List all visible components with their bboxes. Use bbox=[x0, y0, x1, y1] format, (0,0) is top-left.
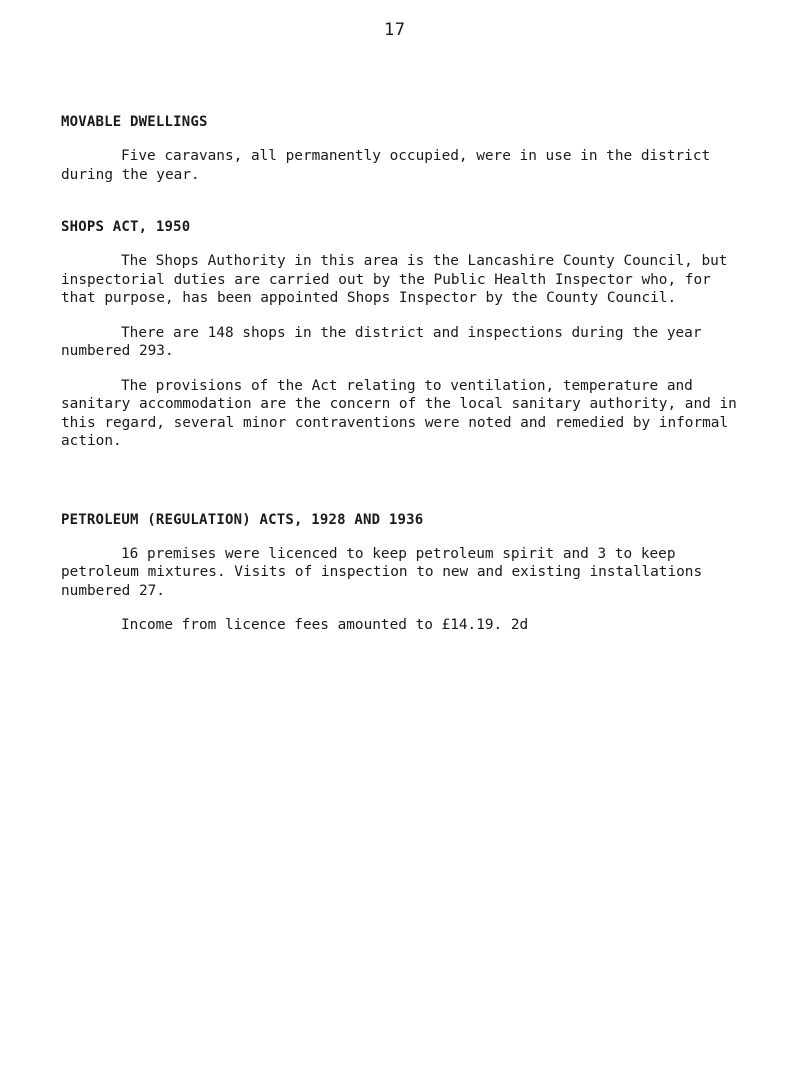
paragraph-licence-income: Income from licence fees amounted to £14.19. 2d bbox=[121, 617, 529, 633]
section-heading-petroleum-acts: PETROLEUM (REGULATION) ACTS, 1928 AND 1936 bbox=[61, 511, 424, 528]
page-number: 17 bbox=[384, 20, 406, 40]
section-heading-movable-dwellings: MOVABLE DWELLINGS bbox=[61, 114, 208, 130]
paragraph-act-provisions: The provisions of the Act relating to ventilation, temperature and sanitary accommodation are the concern of the local sanitary authority, and in this regard, several minor contraventions were noted and remedied by informal action. bbox=[61, 377, 737, 449]
section-heading-shops-act: SHOPS ACT, 1950 bbox=[61, 219, 191, 235]
paragraph-caravans: Five caravans, all permanently occupied, were in use in the district during the year. bbox=[61, 148, 711, 183]
paragraph-shops-authority: The Shops Authority in this area is the Lancashire County Council, but inspectorial duties are carried out by the Public Health Inspector who, for that purpose, has been appointed Shops Inspector by the County Council. bbox=[61, 253, 728, 306]
paragraph-petroleum-licences: 16 premises were licenced to keep petroleum spirit and 3 to keep petroleum mixtures. Visits of inspection to new and existing installations numbered 27. bbox=[61, 545, 703, 599]
document-body bbox=[61, 113, 751, 635]
paragraph-shops-count: There are 148 shops in the district and inspections during the year numbered 293. bbox=[61, 324, 702, 359]
